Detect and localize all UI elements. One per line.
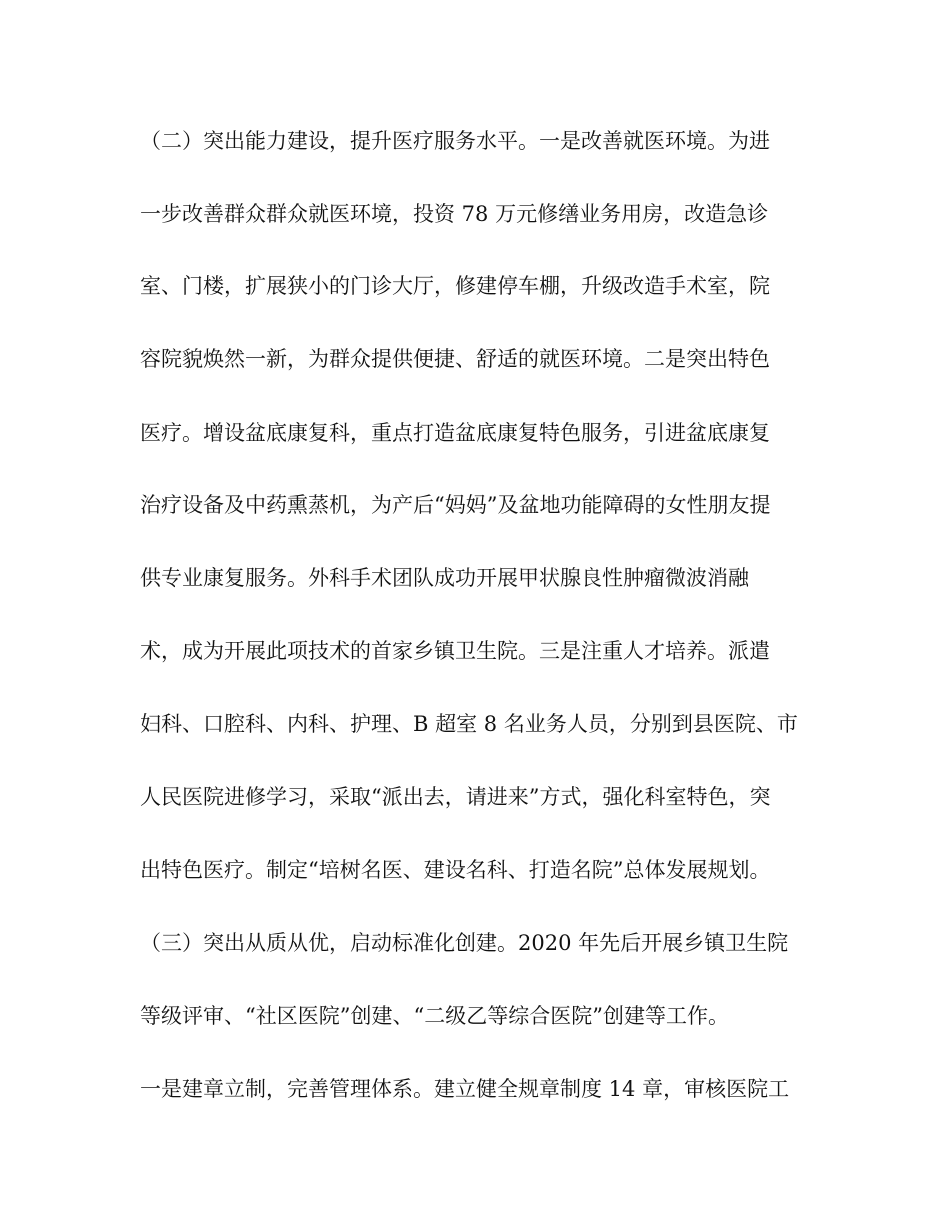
text-line: 室、门楼，扩展狭小的门诊大厅，修建停车棚，升级改造手术室，院	[140, 274, 770, 298]
text-line: 容院貌焕然一新，为群众提供便捷、舒适的就医环境。二是突出特色	[140, 347, 770, 371]
text-line: 供专业康复服务。外科手术团队成功开展甲状腺良性肿瘤微波消融	[140, 566, 749, 590]
text-line: 等级评审、“社区医院”创建、“二级乙等综合医院”创建等工作。	[140, 1004, 729, 1028]
text-line: 治疗设备及中药熏蒸机，为产后“妈妈”及盆地功能障碍的女性朋友提	[140, 493, 771, 517]
text-line: 医疗。增设盆底康复科，重点打造盆底康复特色服务，引进盆底康复	[140, 421, 770, 445]
text-line: 术，成为开展此项技术的首家乡镇卫生院。三是注重人才培养。派遣	[140, 639, 770, 663]
text-line: （二）突出能力建设，提升医疗服务水平。一是改善就医环境。为进	[140, 129, 770, 153]
text-line: 人民医院进修学习，采取“派出去，请进来”方式，强化科室特色，突	[140, 785, 771, 809]
text-line: 出特色医疗。制定“培树名医、建设名科、打造名院”总体发展规划。	[140, 858, 771, 882]
text-line: 一是建章立制，完善管理体系。建立健全规章制度 14 章，审核医院工	[140, 1077, 790, 1101]
text-line: 一步改善群众群众就医环境，投资 78 万元修缮业务用房，改造急诊	[140, 202, 769, 226]
text-line: （三）突出从质从优，启动标准化创建。2020 年先后开展乡镇卫生院	[140, 931, 789, 955]
text-line: 妇科、口腔科、内科、护理、B 超室 8 名业务人员，分别到县医院、市	[140, 712, 798, 736]
